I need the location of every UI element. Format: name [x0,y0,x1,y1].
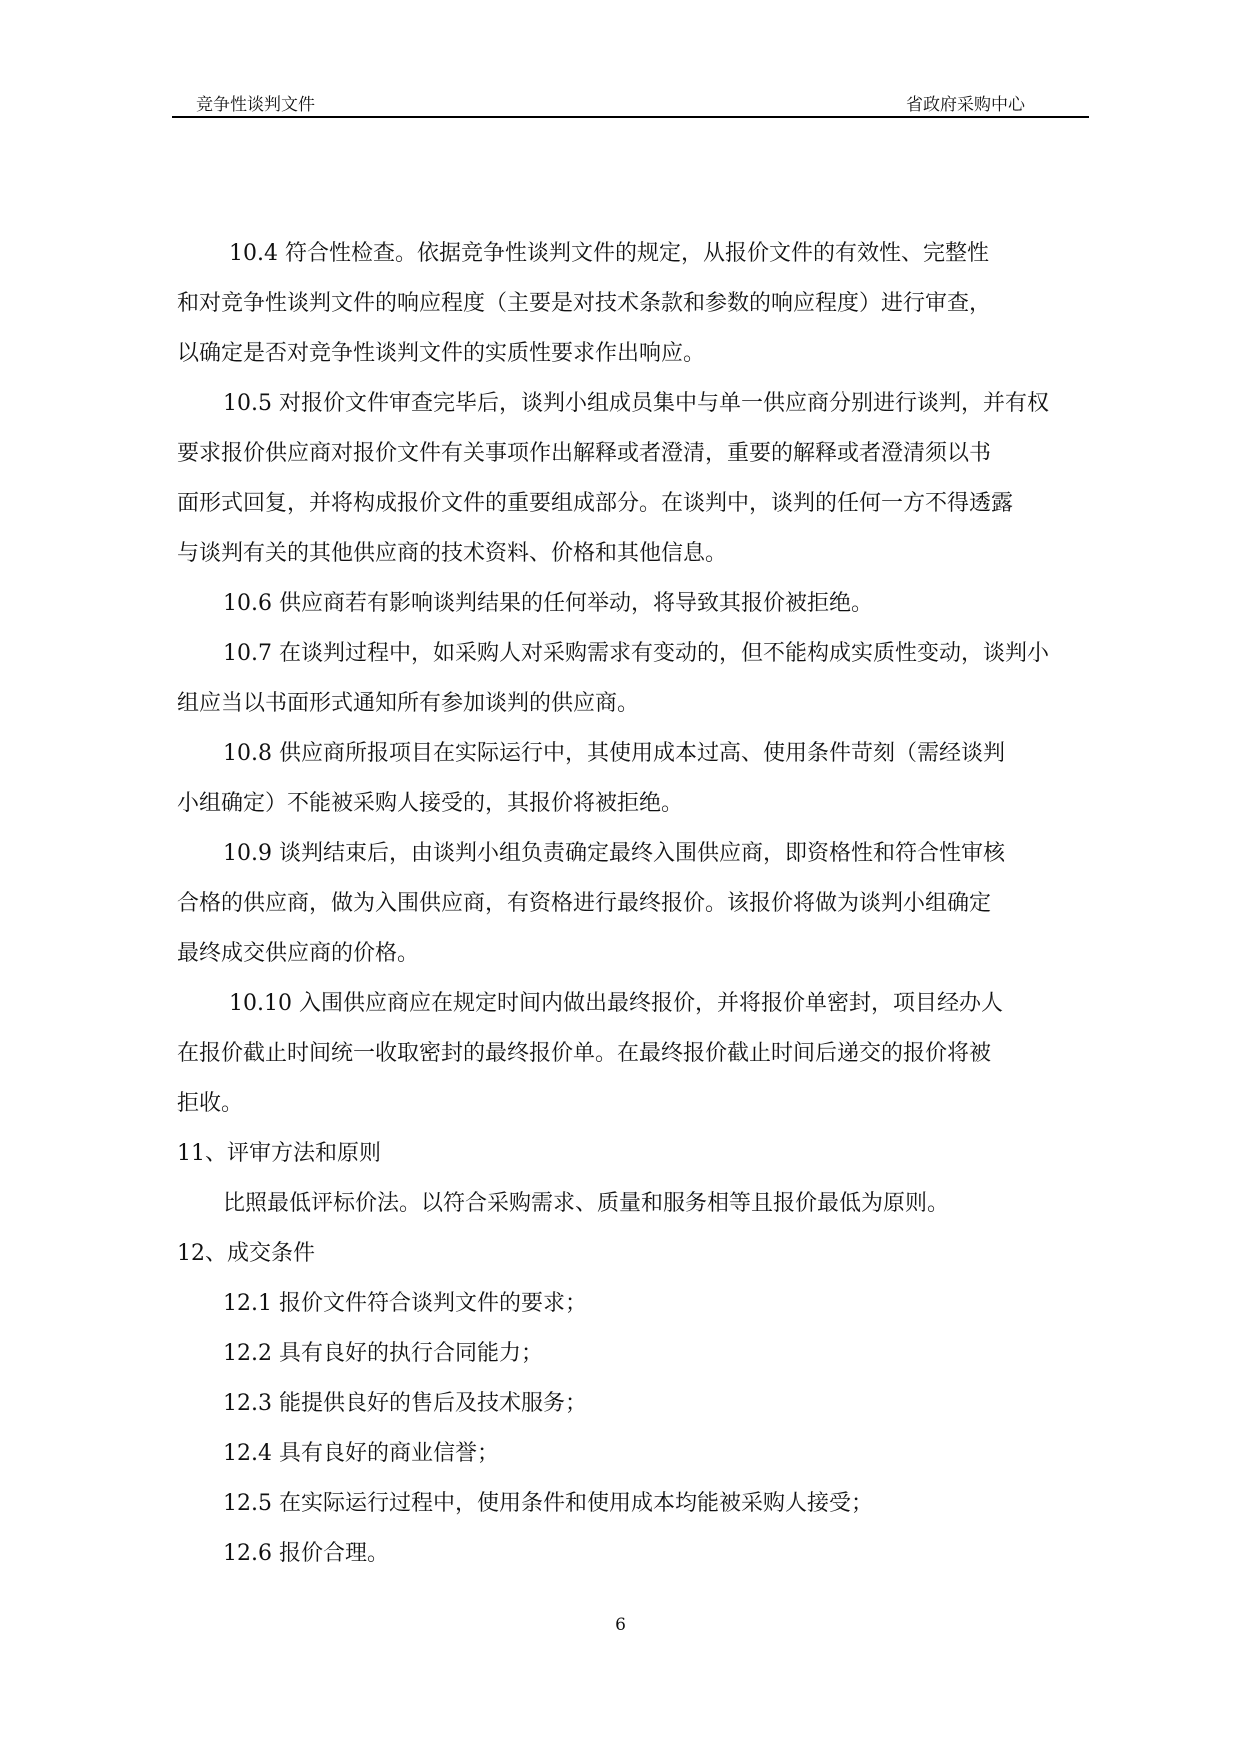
text-line: 以确定是否对竞争性谈判文件的实质性要求作出响应。 [177,341,706,366]
document-body [177,229,1087,1579]
text-line: 10.7 在谈判过程中，如采购人对采购需求有变动的，但不能构成实质性变动，谈判小 [223,641,1049,666]
text-line: 和对竞争性谈判文件的响应程度（主要是对技术条款和参数的响应程度）进行审查， [177,291,992,316]
text-line: 面形式回复，并将构成报价文件的重要组成部分。在谈判中，谈判的任何一方不得透露 [177,491,1014,516]
text-line: 12.3 能提供良好的售后及技术服务； [223,1391,587,1416]
text-line: 12.6 报价合理。 [223,1541,389,1566]
text-line: 10.6 供应商若有影响谈判结果的任何举动，将导致其报价被拒绝。 [223,591,873,616]
text-line: 在报价截止时间统一收取密封的最终报价单。在最终报价截止时间后递交的报价将被 [177,1041,992,1066]
text-line: 组应当以书面形式通知所有参加谈判的供应商。 [177,691,640,716]
text-line: 12、成交条件 [177,1241,315,1266]
text-line: 11、评审方法和原则 [177,1141,381,1166]
text-line: 合格的供应商，做为入围供应商，有资格进行最终报价。该报价将做为谈判小组确定 [177,891,992,916]
text-line: 比照最低评标价法。以符合采购需求、质量和服务相等且报价最低为原则。 [223,1191,950,1216]
text-line: 12.4 具有良好的商业信誉； [223,1441,499,1466]
text-line: 12.2 具有良好的执行合同能力； [223,1341,543,1366]
text-line: 10.4 符合性检查。依据竞争性谈判文件的规定，从报价文件的有效性、完整性 [229,241,989,266]
text-line: 10.9 谈判结束后，由谈判小组负责确定最终入围供应商，即资格性和符合性审核 [223,841,1005,866]
header-organization: 省政府采购中心 [906,95,1025,115]
page-header [172,78,1089,118]
text-line: 与谈判有关的其他供应商的技术资料、价格和其他信息。 [177,541,728,566]
text-line: 最终成交供应商的价格。 [177,941,420,966]
text-line: 10.10 入围供应商应在规定时间内做出最终报价，并将报价单密封，项目经办人 [229,991,1003,1016]
text-line: 12.5 在实际运行过程中，使用条件和使用成本均能被采购人接受； [223,1491,873,1516]
text-line: 要求报价供应商对报价文件有关事项作出解释或者澄清，重要的解释或者澄清须以书 [177,441,992,466]
text-line: 10.8 供应商所报项目在实际运行中，其使用成本过高、使用条件苛刻（需经谈判 [223,741,1005,766]
text-line: 10.5 对报价文件审查完毕后，谈判小组成员集中与单一供应商分别进行谈判，并有权 [223,391,1049,416]
header-document-title: 竞争性谈判文件 [196,95,315,115]
page-number: 6 [615,1615,626,1635]
text-line: 12.1 报价文件符合谈判文件的要求； [223,1291,587,1316]
text-line: 拒收。 [177,1091,244,1116]
text-line: 小组确定）不能被采购人接受的，其报价将被拒绝。 [177,791,684,816]
